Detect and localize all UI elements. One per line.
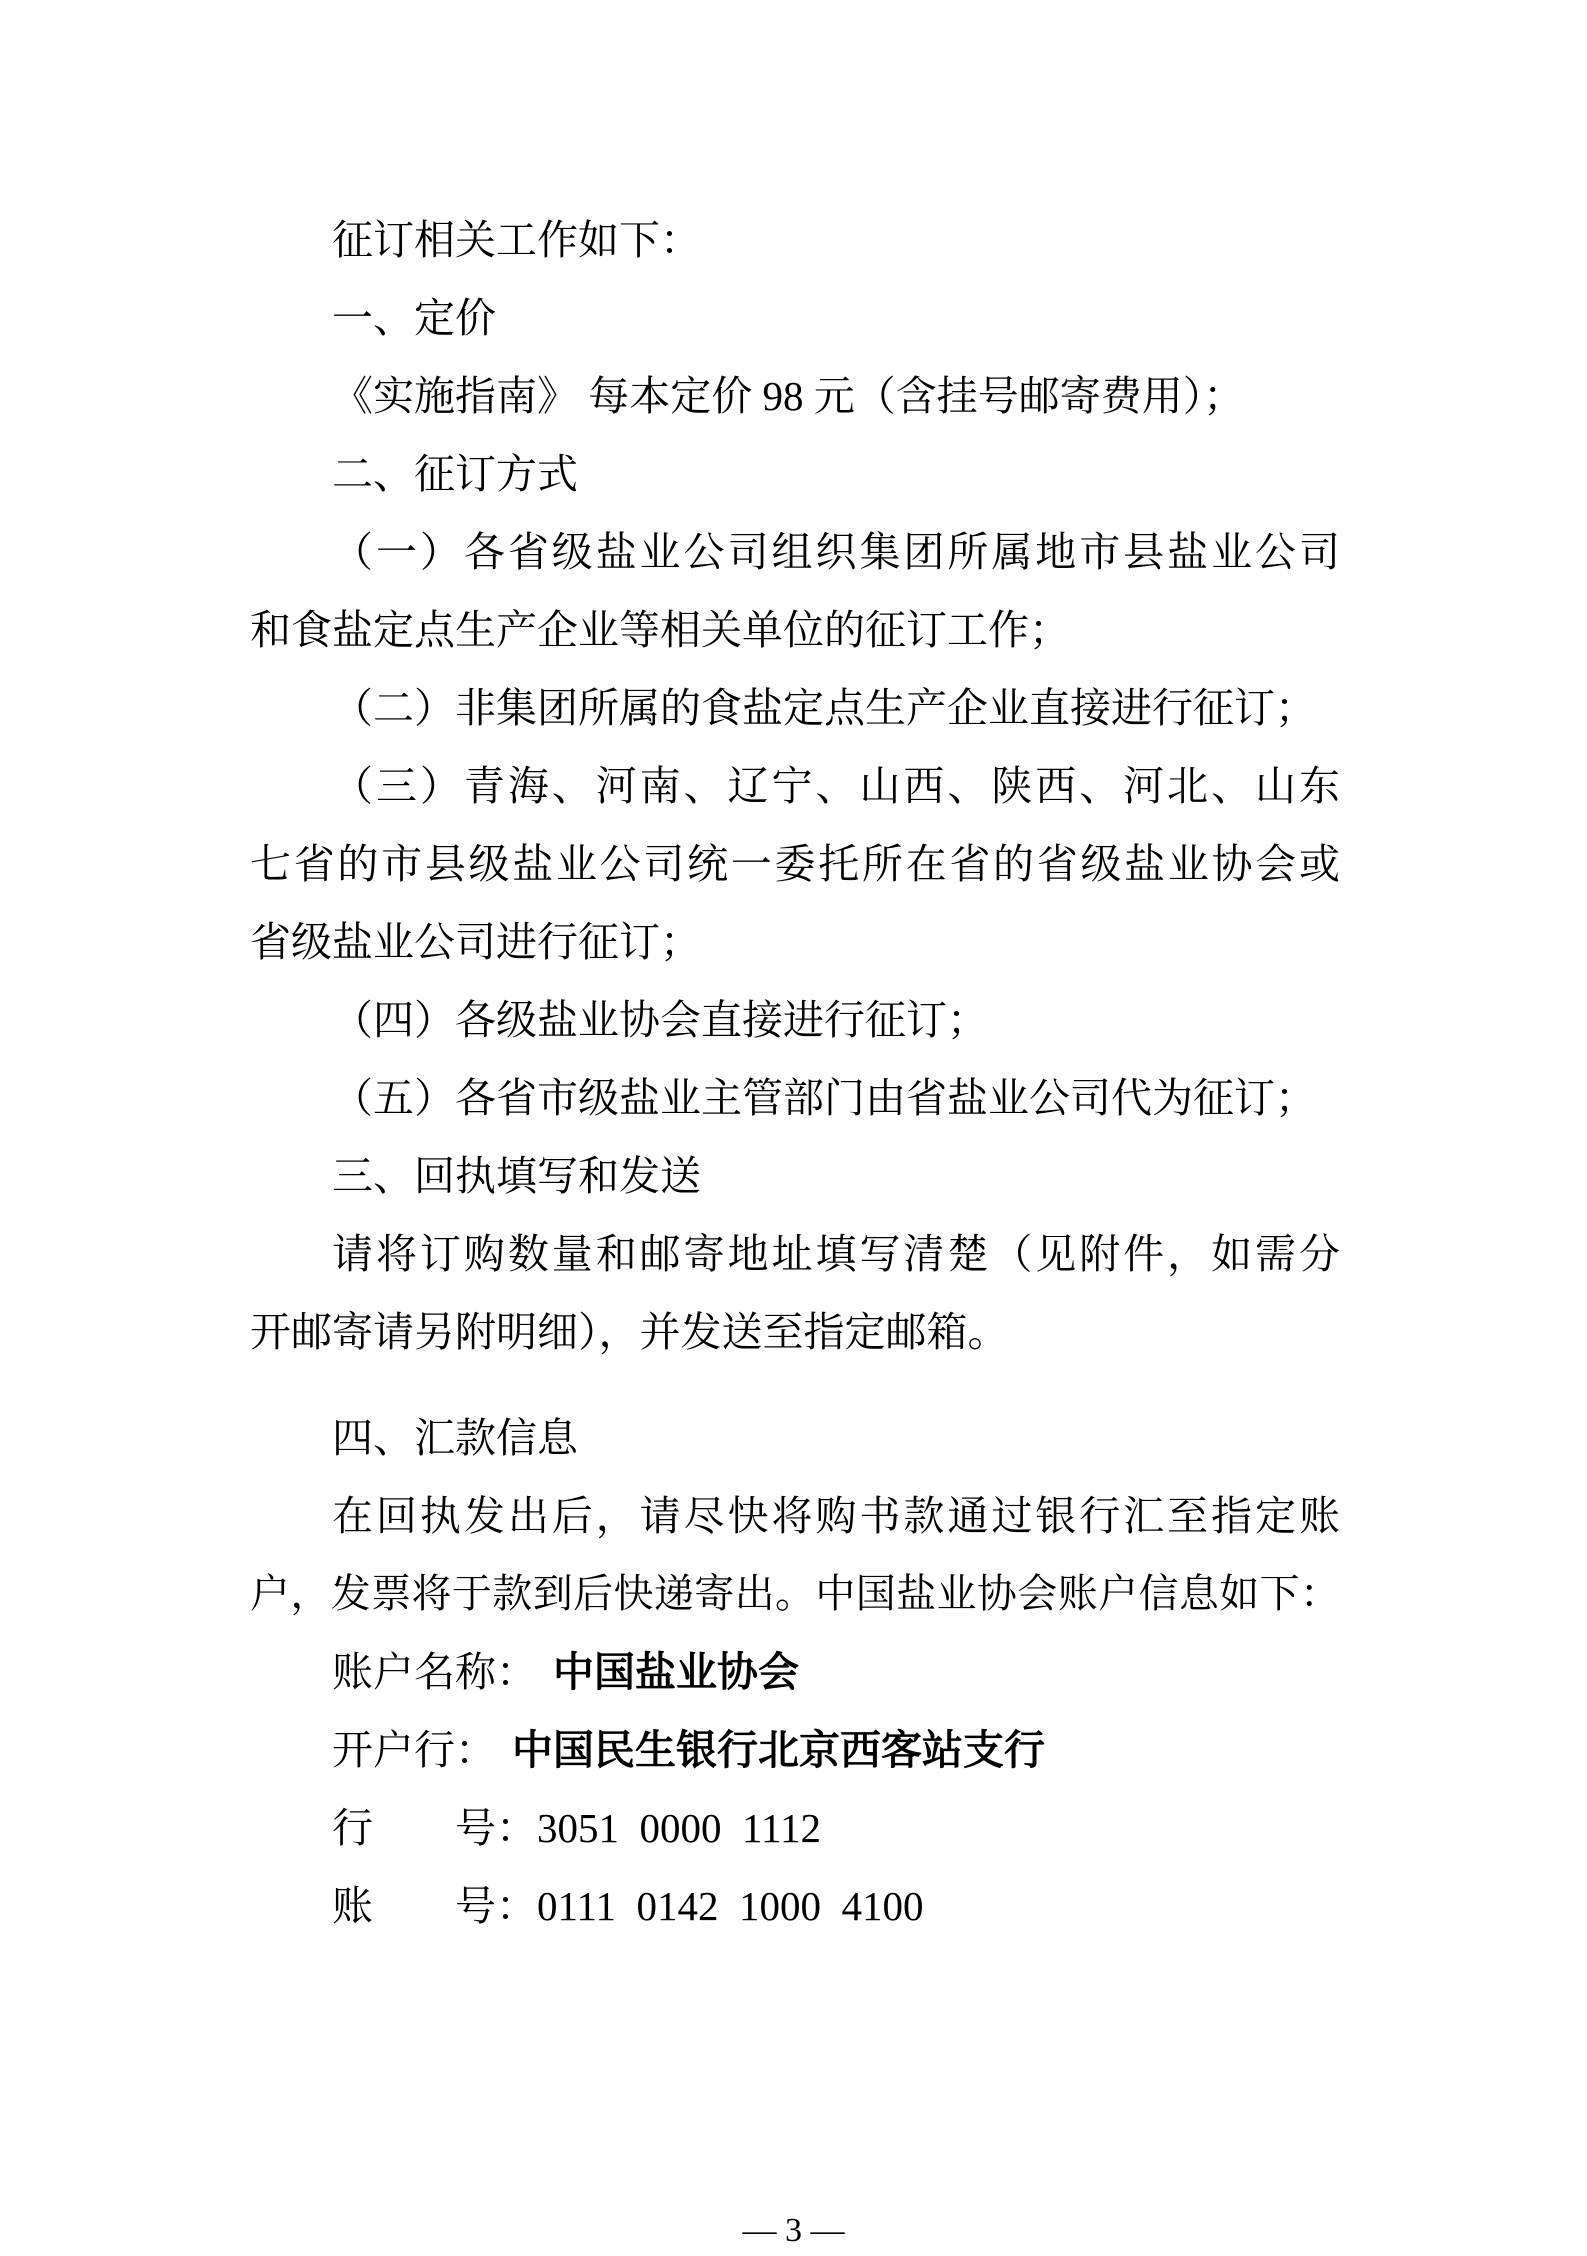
bank-value: 中国民生银行北京西客站支行 xyxy=(512,1727,1045,1773)
account-name-row xyxy=(250,1633,1340,1711)
bank-row xyxy=(250,1711,1340,1789)
method-item-5-line: （五）各省市级盐业主管部门由省盐业公司代为征订； xyxy=(332,1075,1316,1121)
receipt-line-1: 请将订购数量和邮寄地址填写清楚（见附件，如需分 xyxy=(332,1231,1340,1277)
account-number-value: 0111 0142 1000 4100 xyxy=(537,1883,924,1929)
receipt-line-2: 开邮寄请另附明细），并发送至指定邮箱。 xyxy=(250,1309,1009,1355)
remittance-line-2: 户，发票将于款到后快递寄出。中国盐业协会账户信息如下： xyxy=(250,1571,1340,1616)
intro-line: 征订相关工作如下： xyxy=(332,217,701,263)
heading-3-receipt: 三、回执填写和发送 xyxy=(332,1153,701,1199)
heading-2-subscription: 二、征订方式 xyxy=(332,451,578,497)
branch-number-label: 行 号： xyxy=(332,1805,537,1851)
remittance-line-1: 在回执发出后，请尽快将购书款通过银行汇至指定账 xyxy=(332,1493,1340,1539)
method-item-2-line: （二）非集团所属的食盐定点生产企业直接进行征订； xyxy=(332,685,1316,731)
page-number: — 3 — xyxy=(742,2212,845,2249)
document-body xyxy=(250,201,1340,1945)
method-item-3-line-1: （三）青海、河南、辽宁、山西、陕西、河北、山东 xyxy=(332,763,1340,809)
account-name-label: 账户名称： xyxy=(332,1649,537,1695)
branch-number-value: 3051 0000 1112 xyxy=(537,1805,821,1851)
account-number-row xyxy=(250,1867,1340,1945)
heading-4-remittance: 四、汇款信息 xyxy=(332,1415,578,1461)
account-number-label: 账 号： xyxy=(332,1883,537,1929)
method-item-3-line-2: 七省的市县级盐业公司统一委托所在省的省级盐业协会或 xyxy=(250,841,1340,887)
pricing-detail-line: 《实施指南》 每本定价 98 元（含挂号邮寄费用）； xyxy=(332,373,1245,419)
method-item-1-line-2: 和食盐定点生产企业等相关单位的征订工作； xyxy=(250,607,1070,653)
bank-label: 开户行： xyxy=(332,1727,496,1773)
branch-number-row xyxy=(250,1789,1340,1867)
account-name-value: 中国盐业协会 xyxy=(553,1649,799,1695)
method-item-4-line: （四）各级盐业协会直接进行征订； xyxy=(332,997,988,1043)
method-item-1-line-1: （一）各省级盐业公司组织集团所属地市县盐业公司 xyxy=(332,529,1340,575)
heading-1-pricing: 一、定价 xyxy=(332,295,496,341)
method-item-3-line-3: 省级盐业公司进行征订； xyxy=(250,919,701,965)
